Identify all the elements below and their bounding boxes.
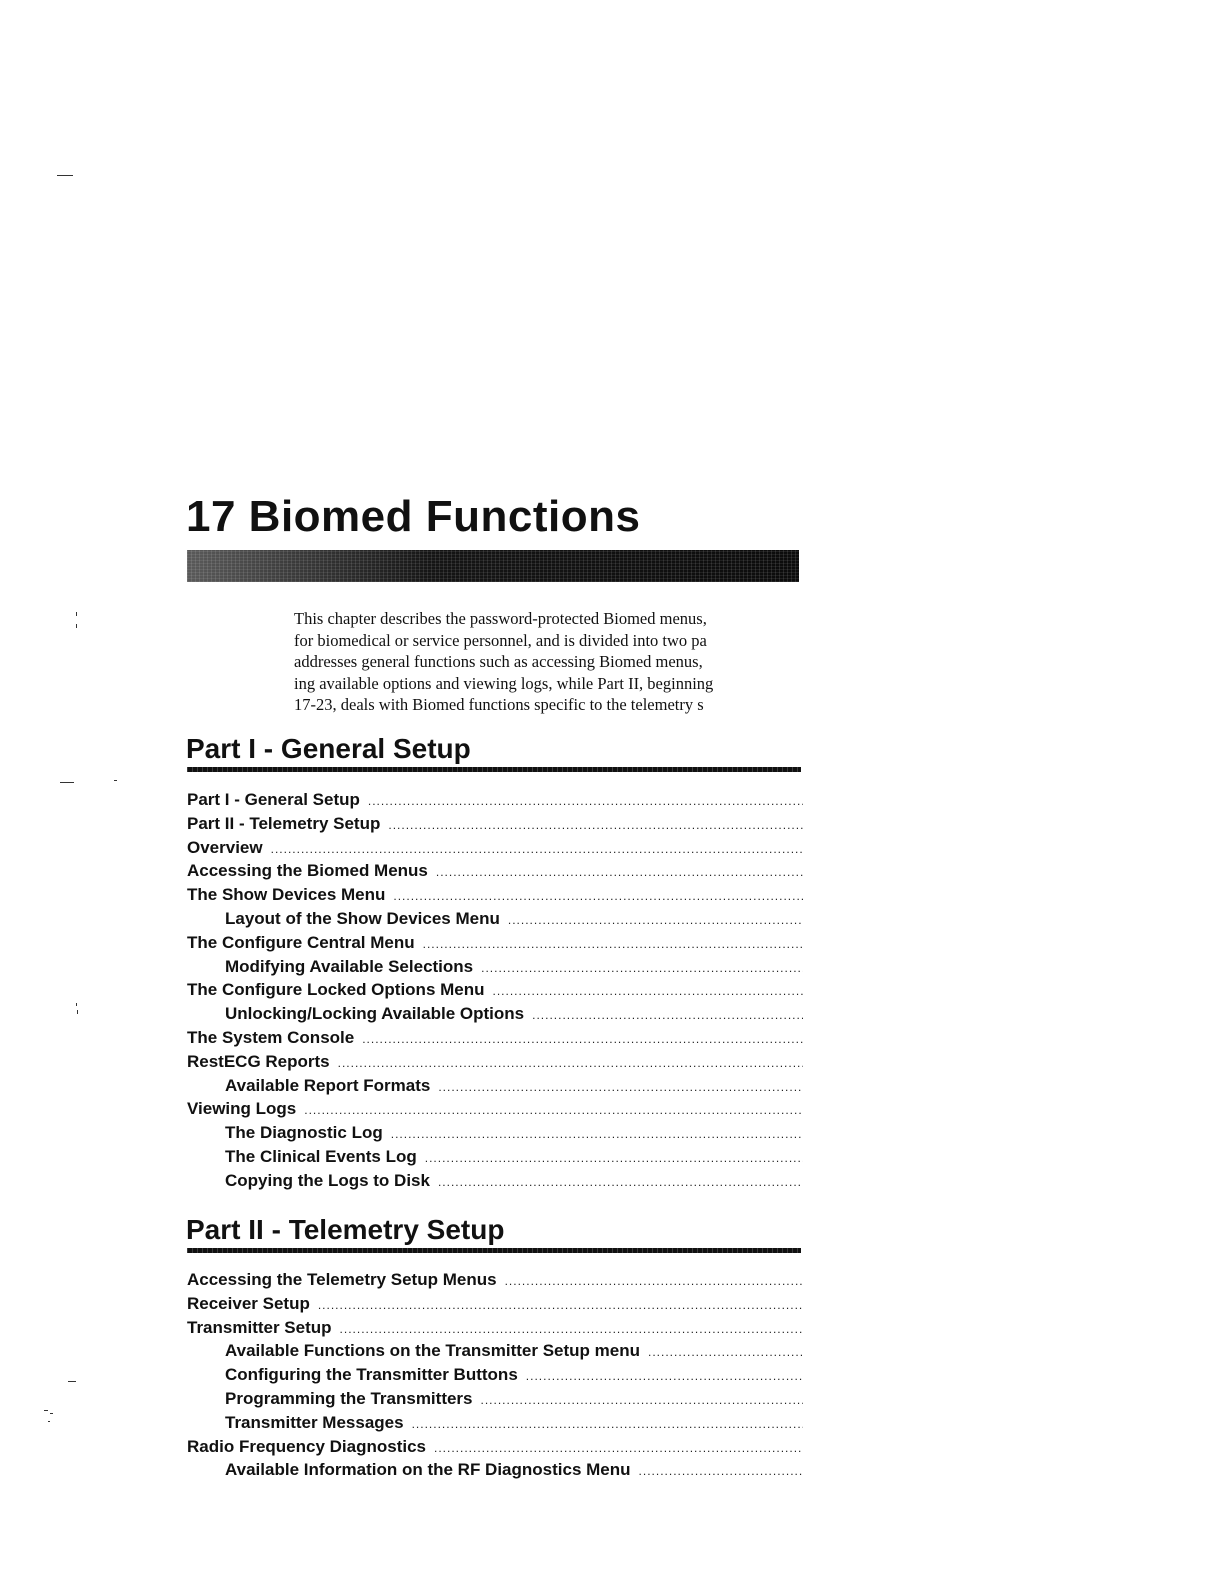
toc-entry-label: Configuring the Transmitter Buttons [225,1365,518,1385]
toc-entry-label: Transmitter Messages [225,1412,404,1432]
toc-dot-leader [425,1151,803,1165]
toc-entry[interactable] [187,1052,803,1076]
toc-entry-label: Copying the Logs to Disk [225,1170,430,1190]
toc-entry-label: Overview [187,837,263,857]
toc-dot-leader [508,913,803,927]
toc-entry[interactable] [187,1365,803,1389]
toc-entry[interactable] [187,838,803,862]
toc-entry[interactable] [187,1318,803,1342]
toc-entry-label: Available Information on the RF Diagnostics Menu [225,1460,631,1480]
toc-entry[interactable] [187,909,803,933]
toc-dot-leader [393,889,803,903]
toc-list-part-2 [187,1270,803,1484]
toc-entry[interactable] [187,957,803,981]
toc-entry[interactable] [187,1341,803,1365]
section-heading-part-1: Part I - General Setup [186,733,471,764]
toc-entry[interactable] [187,1123,803,1147]
toc-entry-label: Radio Frequency Diagnostics [187,1436,426,1456]
intro-line: This chapter describes the password-protected Biomed menus, [294,609,707,628]
toc-dot-leader [481,1393,803,1407]
toc-dot-leader [423,937,803,951]
toc-dot-leader [493,984,804,998]
scan-mark [48,1421,50,1422]
toc-entry[interactable] [187,1171,803,1195]
toc-entry[interactable] [187,1028,803,1052]
toc-entry-label: The System Console [187,1027,355,1047]
intro-line: ing available options and viewing logs, while Part II, beginning [294,673,714,693]
toc-entry-label: The Diagnostic Log [225,1123,383,1143]
toc-entry-label: Part I - General Setup [187,790,360,809]
toc-entry-label: Layout of the Show Devices Menu [225,908,500,928]
toc-dot-leader [532,1008,803,1022]
section-heading-part-2: Part II - Telemetry Setup [186,1214,505,1245]
toc-entry-label: Accessing the Biomed Menus [187,861,428,881]
scan-mark [76,624,77,628]
scan-mark [60,782,74,783]
toc-dot-leader [391,1127,803,1141]
toc-dot-leader [368,794,803,808]
toc-dot-leader [639,1464,803,1478]
chapter-title-bar [187,550,799,582]
section-rule [187,1248,801,1253]
toc-entry-label: The Configure Central Menu [187,932,415,952]
toc-entry-label: Receiver Setup [187,1293,310,1313]
scan-mark [76,612,77,616]
toc-entry-label: Accessing the Telemetry Setup Menus [187,1270,497,1289]
toc-dot-leader [505,1274,803,1288]
scan-mark [77,1010,78,1014]
intro-line: for biomedical or service personnel, and is divided into two pa [294,630,707,650]
toc-entry[interactable] [187,790,803,814]
toc-entry[interactable] [187,1004,803,1028]
toc-entry-label: Unlocking/Locking Available Options [225,1004,525,1024]
toc-entry[interactable] [187,885,803,909]
scan-mark [57,175,73,176]
scan-mark [76,1003,77,1006]
toc-entry-label: Viewing Logs [187,1099,297,1119]
chapter-intro-paragraph [294,608,806,716]
toc-entry-label: Transmitter Setup [187,1317,332,1337]
scan-mark [50,1413,53,1414]
toc-entry-label: Modifying Available Selections [225,956,474,976]
toc-dot-leader [434,1441,803,1455]
toc-entry[interactable] [187,1389,803,1413]
scan-mark [114,780,117,781]
toc-entry-label: The Show Devices Menu [187,885,386,905]
toc-entry[interactable] [187,1437,803,1461]
toc-entry[interactable] [187,1460,803,1484]
scan-mark [44,1410,48,1411]
toc-entry[interactable] [187,1076,803,1100]
toc-entry[interactable] [187,1099,803,1123]
toc-dot-leader [304,1103,803,1117]
toc-entry-label: Part II - Telemetry Setup [187,813,381,833]
toc-dot-leader [438,1080,803,1094]
chapter-title: 17 Biomed Functions [186,492,641,541]
toc-entry-label: The Clinical Events Log [225,1146,417,1166]
toc-entry-label: RestECG Reports [187,1051,330,1071]
toc-entry[interactable] [187,933,803,957]
toc-dot-leader [338,1056,803,1070]
toc-dot-leader [526,1369,803,1383]
toc-dot-leader [412,1417,803,1431]
toc-list-part-1 [187,790,803,1195]
section-rule [187,767,801,772]
toc-entry[interactable] [187,980,803,1004]
toc-dot-leader [318,1298,803,1312]
toc-entry[interactable] [187,1147,803,1171]
toc-dot-leader [481,961,803,975]
toc-entry-label: Available Functions on the Transmitter Setup menu [225,1341,640,1361]
toc-dot-leader [271,842,803,856]
toc-entry[interactable] [187,1270,803,1294]
toc-dot-leader [340,1322,803,1336]
toc-entry-label: Available Report Formats [225,1075,431,1095]
scan-mark [68,1381,76,1382]
toc-entry[interactable] [187,814,803,838]
intro-line: 17-23, deals with Biomed functions specific to the telemetry s [294,695,704,714]
toc-entry[interactable] [187,1413,803,1437]
toc-entry-label: The Configure Locked Options Menu [187,980,485,1000]
toc-dot-leader [388,818,803,832]
toc-entry[interactable] [187,1294,803,1318]
intro-line: addresses general functions such as accessing Biomed menus, [294,652,703,671]
toc-entry-label: Programming the Transmitters [225,1388,473,1408]
toc-dot-leader [362,1032,803,1046]
toc-dot-leader [438,1175,803,1189]
toc-dot-leader [436,865,803,879]
toc-entry[interactable] [187,861,803,885]
toc-dot-leader [648,1345,803,1359]
